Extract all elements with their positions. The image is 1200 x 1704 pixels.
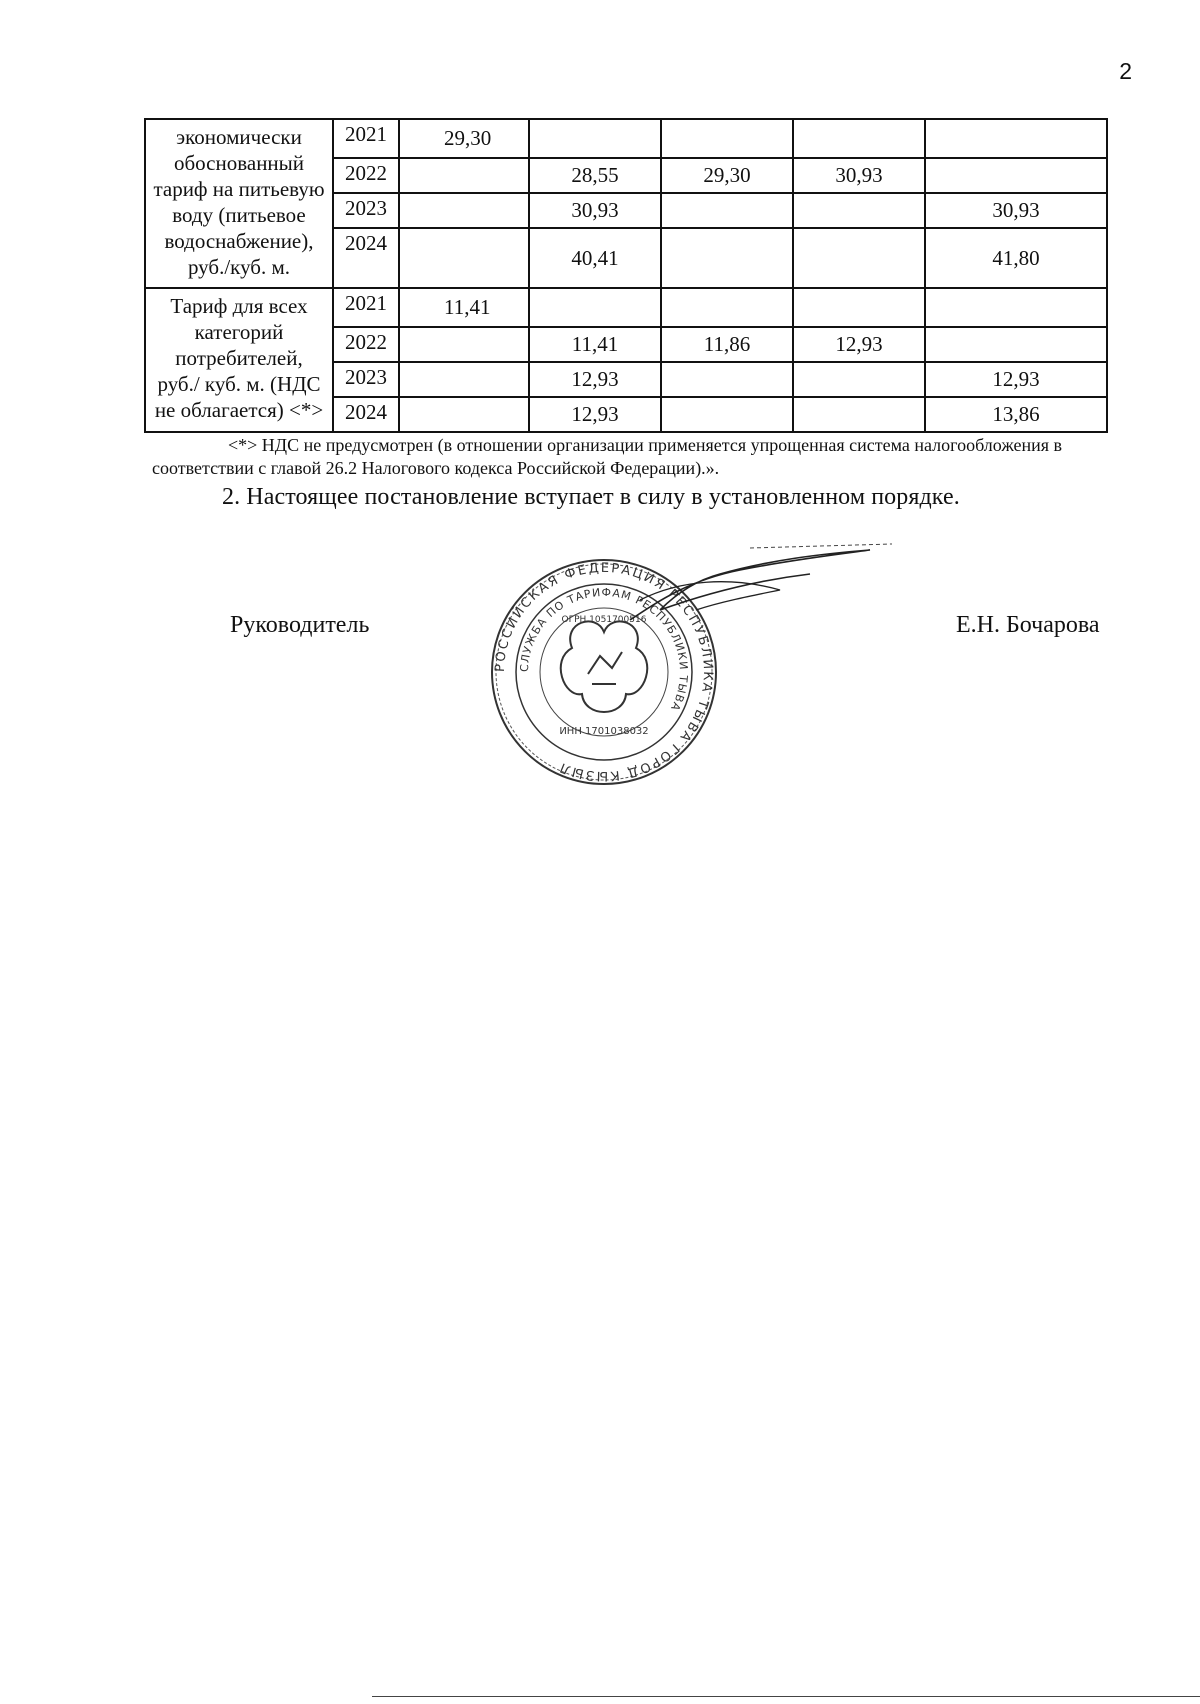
value-cell: 13,86	[925, 397, 1107, 432]
value-cell	[793, 397, 925, 432]
value-cell: 30,93	[529, 193, 661, 228]
handwritten-signature	[600, 540, 900, 630]
year-cell: 2023	[333, 193, 399, 228]
value-cell	[399, 397, 529, 432]
value-cell	[399, 193, 529, 228]
value-cell: 40,41	[529, 228, 661, 288]
value-cell	[661, 397, 793, 432]
year-cell: 2022	[333, 158, 399, 193]
value-cell	[661, 119, 793, 158]
value-cell: 29,30	[399, 119, 529, 158]
year-cell: 2021	[333, 119, 399, 158]
table-row	[145, 288, 1107, 327]
page-number: 2	[1119, 58, 1132, 84]
value-cell	[529, 288, 661, 327]
value-cell	[793, 228, 925, 288]
value-cell: 12,93	[529, 362, 661, 397]
category-cell: Тариф для всех категорий потребителей, руб./ куб. м. (НДС не облагается) <*>	[145, 288, 333, 432]
value-cell: 12,93	[793, 327, 925, 362]
year-cell: 2024	[333, 397, 399, 432]
value-cell: 12,93	[529, 397, 661, 432]
seal-outer-text: РОССИЙСКАЯ ФЕДЕРАЦИЯ РЕСПУБЛИКА ТЫВА ГОРОД КЫЗЫЛ	[492, 560, 716, 784]
bottom-rule	[372, 1696, 1200, 1697]
value-cell	[661, 362, 793, 397]
value-cell	[399, 228, 529, 288]
table-row	[145, 119, 1107, 158]
value-cell: 11,41	[529, 327, 661, 362]
value-cell	[925, 119, 1107, 158]
value-cell	[793, 119, 925, 158]
year-cell: 2021	[333, 288, 399, 327]
value-cell	[661, 228, 793, 288]
value-cell: 41,80	[925, 228, 1107, 288]
seal-ogrn: ОГРН 1051700516	[561, 615, 647, 625]
value-cell	[925, 327, 1107, 362]
value-cell: 30,93	[925, 193, 1107, 228]
value-cell	[399, 327, 529, 362]
value-cell: 11,41	[399, 288, 529, 327]
signatory-title: Руководитель	[230, 612, 370, 638]
value-cell	[925, 288, 1107, 327]
seal-inner-text: СЛУЖБА ПО ТАРИФАМ РЕСПУБЛИКИ ТЫВА	[517, 585, 691, 714]
year-cell: 2024	[333, 228, 399, 288]
year-cell: 2022	[333, 327, 399, 362]
value-cell	[661, 193, 793, 228]
value-cell: 12,93	[925, 362, 1107, 397]
value-cell	[925, 158, 1107, 193]
seal-inn: ИНН 1701038032	[559, 726, 649, 737]
value-cell	[399, 158, 529, 193]
value-cell	[793, 193, 925, 228]
value-cell: 11,86	[661, 327, 793, 362]
value-cell	[793, 362, 925, 397]
tariff-table	[144, 118, 1108, 433]
coat-of-arms-icon	[561, 621, 648, 712]
value-cell	[661, 288, 793, 327]
footnote: <*> НДС не предусмотрен (в отношении организации применяется упрощенная система налогообложения в соответствии с главой 26.2 Налогового кодекса Российской Федерации).».	[152, 435, 1063, 478]
value-cell: 28,55	[529, 158, 661, 193]
signatory-name: Е.Н. Бочарова	[956, 612, 1100, 638]
clause-text: 2. Настоящее постановление вступает в силу в установленном порядке.	[222, 484, 960, 510]
value-cell	[529, 119, 661, 158]
year-cell: 2023	[333, 362, 399, 397]
value-cell: 29,30	[661, 158, 793, 193]
value-cell: 30,93	[793, 158, 925, 193]
value-cell	[793, 288, 925, 327]
category-cell: экономически обоснованный тариф на питьевую воду (питьевое водоснабжение), руб./куб. м.	[145, 119, 333, 288]
value-cell	[399, 362, 529, 397]
